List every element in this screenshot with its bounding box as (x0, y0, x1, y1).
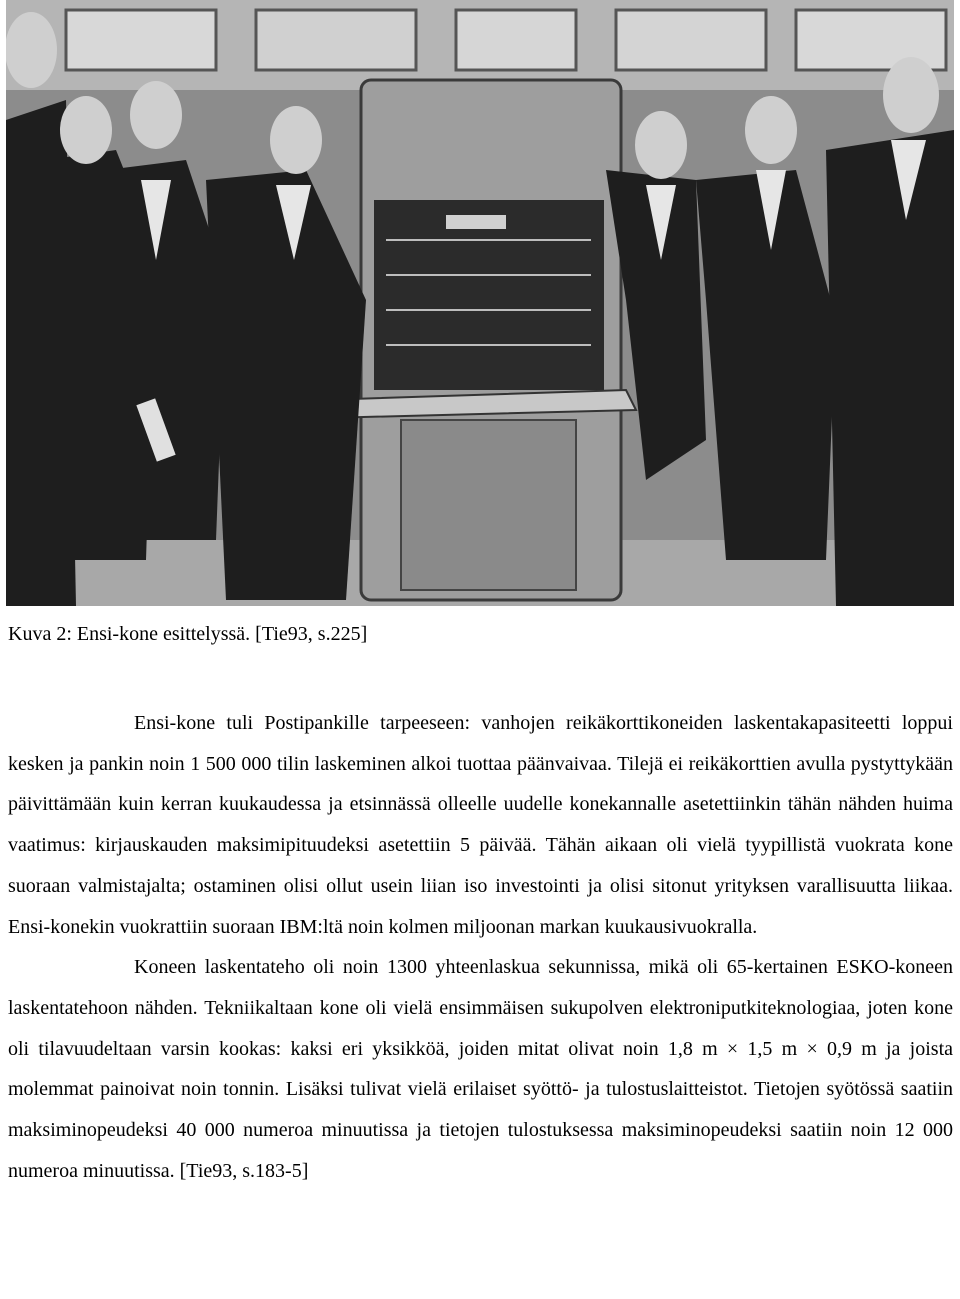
photo-illustration (6, 0, 954, 606)
body-text (8, 703, 953, 1191)
figure-caption: Kuva 2: Ensi-kone esittelyssä. [Tie93, s.225] (8, 623, 368, 645)
paragraph: Ensi-kone tuli Postipankille tarpeeseen: vanhojen reikäkorttikoneiden laskentakapasiteetti loppui kesken ja pankin noin 1 500 000 tilin laskeminen alkoi tuottaa päänvaivaa. Tilejä ei reikäkorttien avulla pystyttykään päivittämään kuin kerran kuukaudessa ja etsinnässä olleelle uudelle konekannalle asetettiinkin tähän nähden huima vaatimus: kirjauskauden maksimipituudeksi asetettiin 5 päivää. Tähän aikaan oli vielä tyypillistä vuokrata kone suoraan valmistajalta; ostaminen olisi ollut usein liian iso investointi ja olisi sitonut yrityksen varallisuutta liikaa. Ensi-konekin vuokrattiin suoraan IBM:ltä noin kolmen miljoonan markan kuukausivuokralla. (8, 712, 953, 938)
paragraph: Koneen laskentateho oli noin 1300 yhteenlaskua sekunnissa, mikä oli 65-kertainen ESKO-koneen laskentatehoon nähden. Tekniikaltaan kone oli vielä ensimmäisen sukupolven elektroniputkiteknologiaa, joten kone oli tilavuudeltaan varsin kookas: kaksi eri yksikköä, joiden mitat olivat noin 1,8 m × 1,5 m × 0,9 m ja joista molemmat painoivat noin tonnin. Lisäksi tulivat vielä erilaiset syöttö- ja tulostuslaitteistot. Tietojen syötössä saatiin maksiminopeudeksi 40 000 numeroa minuutissa ja tietojen tulostuksessa maksiminopeudeksi saatiin noin 12 000 numeroa minuutissa. [Tie93, s.183-5] (8, 956, 953, 1182)
figure-photo (6, 0, 954, 606)
